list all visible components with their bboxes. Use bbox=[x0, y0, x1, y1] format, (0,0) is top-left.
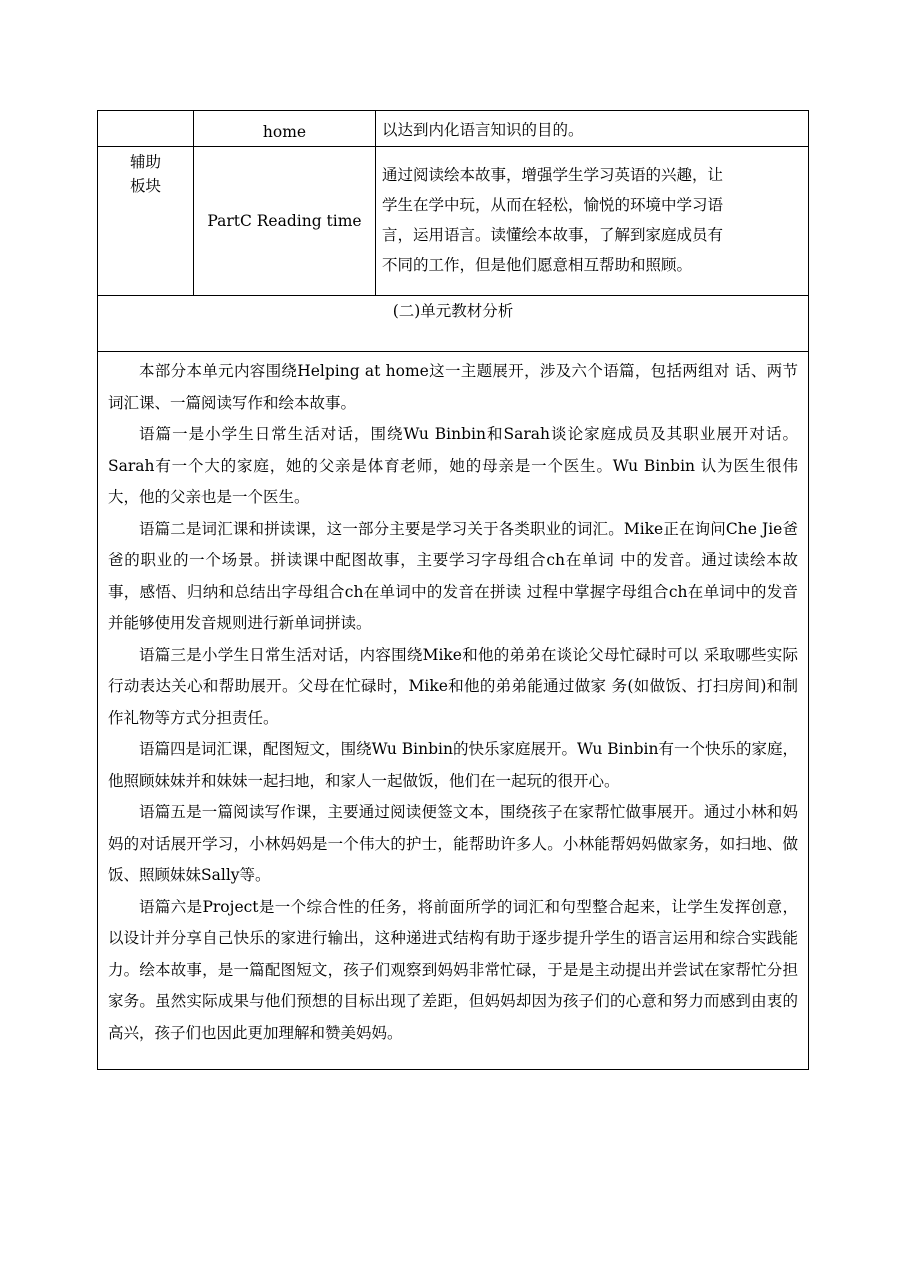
table-row bbox=[97, 352, 809, 1070]
table-cell-category bbox=[98, 147, 194, 295]
cell-line: 不同的工作，但是他们愿意相互帮助和照顾。 bbox=[382, 256, 693, 274]
analysis-text bbox=[98, 352, 808, 1049]
table-row bbox=[97, 110, 809, 147]
table-row bbox=[97, 296, 809, 352]
cell-line: 言，运用语言。读懂绘本故事，了解到家庭成员有 bbox=[382, 226, 724, 244]
table-cell-module bbox=[194, 147, 376, 295]
cell-text: 辅助 bbox=[129, 153, 161, 171]
cell-text: home bbox=[262, 123, 307, 141]
paragraph: 语篇二是词汇课和拼读课，这一部分主要是学习关于各类职业的词汇。Mike正在询问Che Jie爸爸的职业的一个场景。拼读课中配图故事，主要学习字母组合ch在单词 中的发音。通过读绘本故事，感悟、归纳和总结出字母组合ch在单词中的发音在拼读 过程中掌握字母组合ch在单词中的发音并能够使用发音规则进行新单词拼读。 bbox=[108, 519, 798, 632]
cell-line: 通过阅读绘本故事，增强学生学习英语的兴趣，让 bbox=[382, 166, 724, 184]
lesson-table bbox=[97, 110, 809, 1070]
cell-text: PartC Reading time bbox=[207, 212, 362, 230]
table-cell-goal bbox=[376, 147, 808, 295]
cell-line: 学生在学中玩，从而在轻松，愉悦的环境中学习语 bbox=[382, 196, 724, 214]
cell-text: 板块 bbox=[129, 177, 161, 195]
table-cell-module bbox=[194, 111, 376, 146]
table-cell-goal bbox=[376, 111, 808, 146]
paragraph: 语篇六是Project是一个综合性的任务，将前面所学的词汇和句型整合起来，让学生发挥创意，以设计并分享自己快乐的家进行输出，这种递进式结构有助于逐步提升学生的语言运用和综合实践能力。绘本故事，是一篇配图短文，孩子们观察到妈妈非常忙碌，于是是主动提出并尝试在家帮忙分担家务。虽然实际成果与他们预想的目标出现了差距，但妈妈却因为孩子们的心意和努力而感到由衷的高兴，孩子们也因此更加理解和赞美妈妈。 bbox=[108, 897, 798, 1042]
table-row bbox=[97, 147, 809, 296]
table-cell-empty bbox=[98, 111, 194, 146]
paragraph: 语篇一是小学生日常生活对话，围绕Wu Binbin和Sarah谈论家庭成员及其职业展开对话。Sarah有一个大的家庭，她的父亲是体育老师，她的母亲是一个医生。Wu Binbin 认为医生很伟大，他的父亲也是一个医生。 bbox=[108, 425, 798, 506]
paragraph: 语篇四是词汇课，配图短文，围绕Wu Binbin的快乐家庭展开。Wu Binbin有一个快乐的家庭，他照顾妹妹并和妹妹一起扫地，和家人一起做饭，他们在一起玩的很开心。 bbox=[108, 740, 798, 790]
paragraph: 语篇三是小学生日常生活对话，内容围绕Mike和他的弟弟在谈论父母忙碌时可以 采取哪些实际行动表达关心和帮助展开。父母在忙碌时，Mike和他的弟弟能通过做家 务(如做饭、打扫房间)和制作礼物等方式分担责任。 bbox=[108, 645, 798, 727]
cell-text: 以达到内化语言知识的目的。 bbox=[382, 121, 584, 139]
paragraph: 语篇五是一篇阅读写作课，主要通过阅读便签文本，围绕孩子在家帮忙做事展开。通过小林和妈妈的对话展开学习，小林妈妈是一个伟大的护士，能帮助许多人。小林能帮妈妈做家务，如扫地、做饭、照顾妹妹Sally等。 bbox=[108, 803, 798, 884]
section-heading: (二)单元教材分析 bbox=[392, 302, 514, 320]
paragraph: 本部分本单元内容围绕Helping at home这一主题展开，涉及六个语篇，包括两组对 话、两节词汇课、一篇阅读写作和绘本故事。 bbox=[108, 362, 798, 412]
